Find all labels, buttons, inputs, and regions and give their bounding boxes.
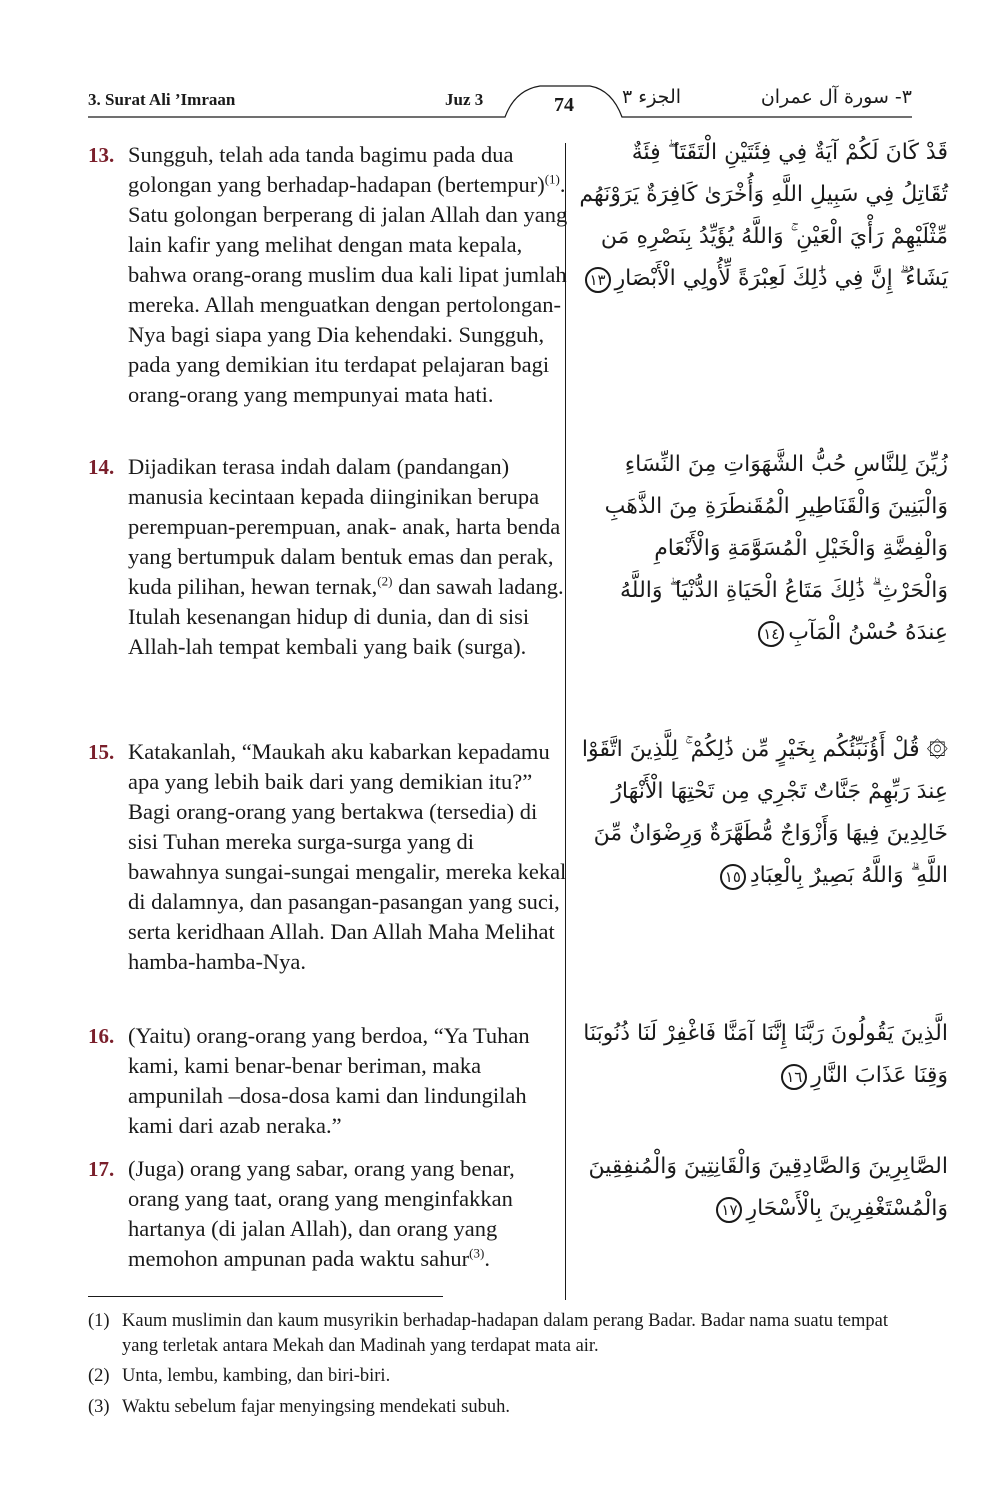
footnote-number: (2)	[88, 1366, 110, 1386]
footnote-text: Kaum muslimin dan kaum musyrikin berhadap-hadapan dalam perang Badar. Badar nama suatu tempat yang terletak antara Mekah dan Madinah yang terdapat mata air.	[122, 1311, 888, 1356]
header-juz-latin: Juz 3	[445, 90, 484, 109]
footnote-text: Waktu sebelum fajar menyingsing mendekati subuh.	[122, 1397, 510, 1417]
footnote-number: (3)	[88, 1397, 110, 1417]
header-rule	[0, 0, 1000, 140]
verse-13-arabic: قَدْ كَانَ لَكُمْ آيَةٌ فِي فِئَتَيْنِ الْتَقَتَا ۖ فِئَةٌ تُقَاتِلُ فِي سَبِيلِ اللَّهِ وَأُخْرَىٰ كَافِرَةٌ يَرَوْنَهُم مِّثْلَيْهِمْ رَأْيَ الْعَيْنِ ۚ وَاللَّهُ يُؤَيِّدُ بِنَصْرِهِ مَن يَشَاءُ ۗ إِنَّ فِي ذَٰلِكَ لَعِبْرَةً لِّأُولِي الْأَبْصَارِ١٣	[579, 140, 948, 291]
verse-number: 14.	[88, 455, 115, 479]
verse-translation: Dijadikan terasa indah dalam (pandangan) manusia kecintaan kepada diinginikan berupa perempuan-perempuan, anak- anak, harta benda yang bertumpuk dalam bentuk emas dan perak, kuda pilihan, hewan ternak,$^{(2)}$ dan sawah ladang. Itulah kesenangan hidup di dunia, dan di sisi Allah-lah tempat kembali yang baik (surga).	[128, 454, 564, 659]
ayah-end-marker: ١٣	[585, 267, 611, 293]
footnote-text: Unta, lembu, kambing, dan biri-biri.	[122, 1366, 391, 1386]
verse-16-arabic: الَّذِينَ يَقُولُونَ رَبَّنَا إِنَّنَا آمَنَّا فَاغْفِرْ لَنَا ذُنُوبَنَا وَقِنَا عَذَابَ النَّارِ١٦	[583, 1021, 948, 1088]
ayah-end-marker: ١٤	[758, 621, 784, 647]
footnote-ref[interactable]: (3)	[469, 1245, 485, 1261]
verse-17-arabic: الصَّابِرِينَ وَالصَّادِقِينَ وَالْقَانِتِينَ وَالْمُنفِقِينَ وَالْمُسْتَغْفِرِينَ بِالْأَسْحَارِ١٧	[588, 1154, 948, 1221]
ayah-end-marker: ١٧	[716, 1197, 742, 1223]
footnote-ref[interactable]: (2)	[377, 573, 393, 589]
footnote-number: (1)	[88, 1311, 110, 1331]
verse-translation: (Juga) orang yang sabar, orang yang benar, orang yang taat, orang yang menginfakkan hartanya (di jalan Allah), dan orang yang memohon ampunan pada waktu sahur$^{(3)}$.	[128, 1156, 515, 1271]
header-surah-arabic: ٣- سورة آل عمران	[760, 86, 912, 108]
verse-number: 15.	[88, 740, 115, 764]
verse-15-arabic: ۞ قُلْ أَؤُنَبِّئُكُم بِخَيْرٍ مِّن ذَٰلِكُمْ ۚ لِلَّذِينَ اتَّقَوْا عِندَ رَبِّهِمْ جَنَّاتٌ تَجْرِي مِن تَحْتِهَا الْأَنْهَارُ خَالِدِينَ فِيهَا وَأَزْوَاجٌ مُّطَهَّرَةٌ وَرِضْوَانٌ مِّنَ اللَّهِ ۗ وَاللَّهُ بَصِيرٌ بِالْعِبَادِ١٥	[581, 737, 948, 888]
verse-translation: Sungguh, telah ada tanda bagimu pada dua golongan yang berhadap-hadapan (bertempur)$^{(1)}$. Satu golongan berperang di jalan Allah dan yang lain kafir yang melihat dengan mata kepala, bahwa orang-orang muslim dua kali lipat jumlah mereka. Allah menguatkan dengan pertolongan-Nya bagi siapa yang Dia kehendaki. Sungguh, pada yang demikian itu terdapat pelajaran bagi orang-orang yang mempunyai mata hati.	[128, 142, 568, 407]
footnote-rule	[88, 1296, 443, 1297]
verse-translation: (Yaitu) orang-orang yang berdoa, “Ya Tuhan kami, kami benar-benar beriman, maka ampunilah –dosa-dosa kami dan lindungilah kami dari azab neraka.”	[128, 1023, 530, 1138]
verse-number: 13.	[88, 143, 115, 167]
header-surah-latin: 3. Surat Ali ’Imraan	[88, 90, 236, 109]
header-juz-arabic: الجزء ٣	[622, 86, 682, 108]
verse-translation: Katakanlah, “Maukah aku kabarkan kepadamu apa yang lebih baik dari yang demikian itu?” Bagi orang-orang yang bertakwa (tersedia) di sisi Tuhan mereka surga-surga yang di bawahnya sungai-sungai mengalir, mereka kekal di dalamnya, dan pasangan-pasangan yang suci, serta keridhaan Allah. Dan Allah Maha Melihat hamba-hamba-Nya.	[128, 739, 567, 974]
verse-number: 16.	[88, 1024, 115, 1048]
verse-number: 17.	[88, 1157, 115, 1181]
ayah-end-marker: ١٦	[781, 1064, 807, 1090]
verse-14-arabic: زُيِّنَ لِلنَّاسِ حُبُّ الشَّهَوَاتِ مِنَ النِّسَاءِ وَالْبَنِينَ وَالْقَنَاطِيرِ الْمُقَنطَرَةِ مِنَ الذَّهَبِ وَالْفِضَّةِ وَالْخَيْلِ الْمُسَوَّمَةِ وَالْأَنْعَامِ وَالْحَرْثِ ۗ ذَٰلِكَ مَتَاعُ الْحَيَاةِ الدُّنْيَا ۖ وَاللَّهُ عِندَهُ حُسْنُ الْمَآبِ١٤	[604, 452, 948, 645]
page-number: 74	[554, 94, 574, 116]
footnote-ref[interactable]: (1)	[544, 171, 560, 187]
ayah-end-marker: ١٥	[720, 864, 746, 890]
